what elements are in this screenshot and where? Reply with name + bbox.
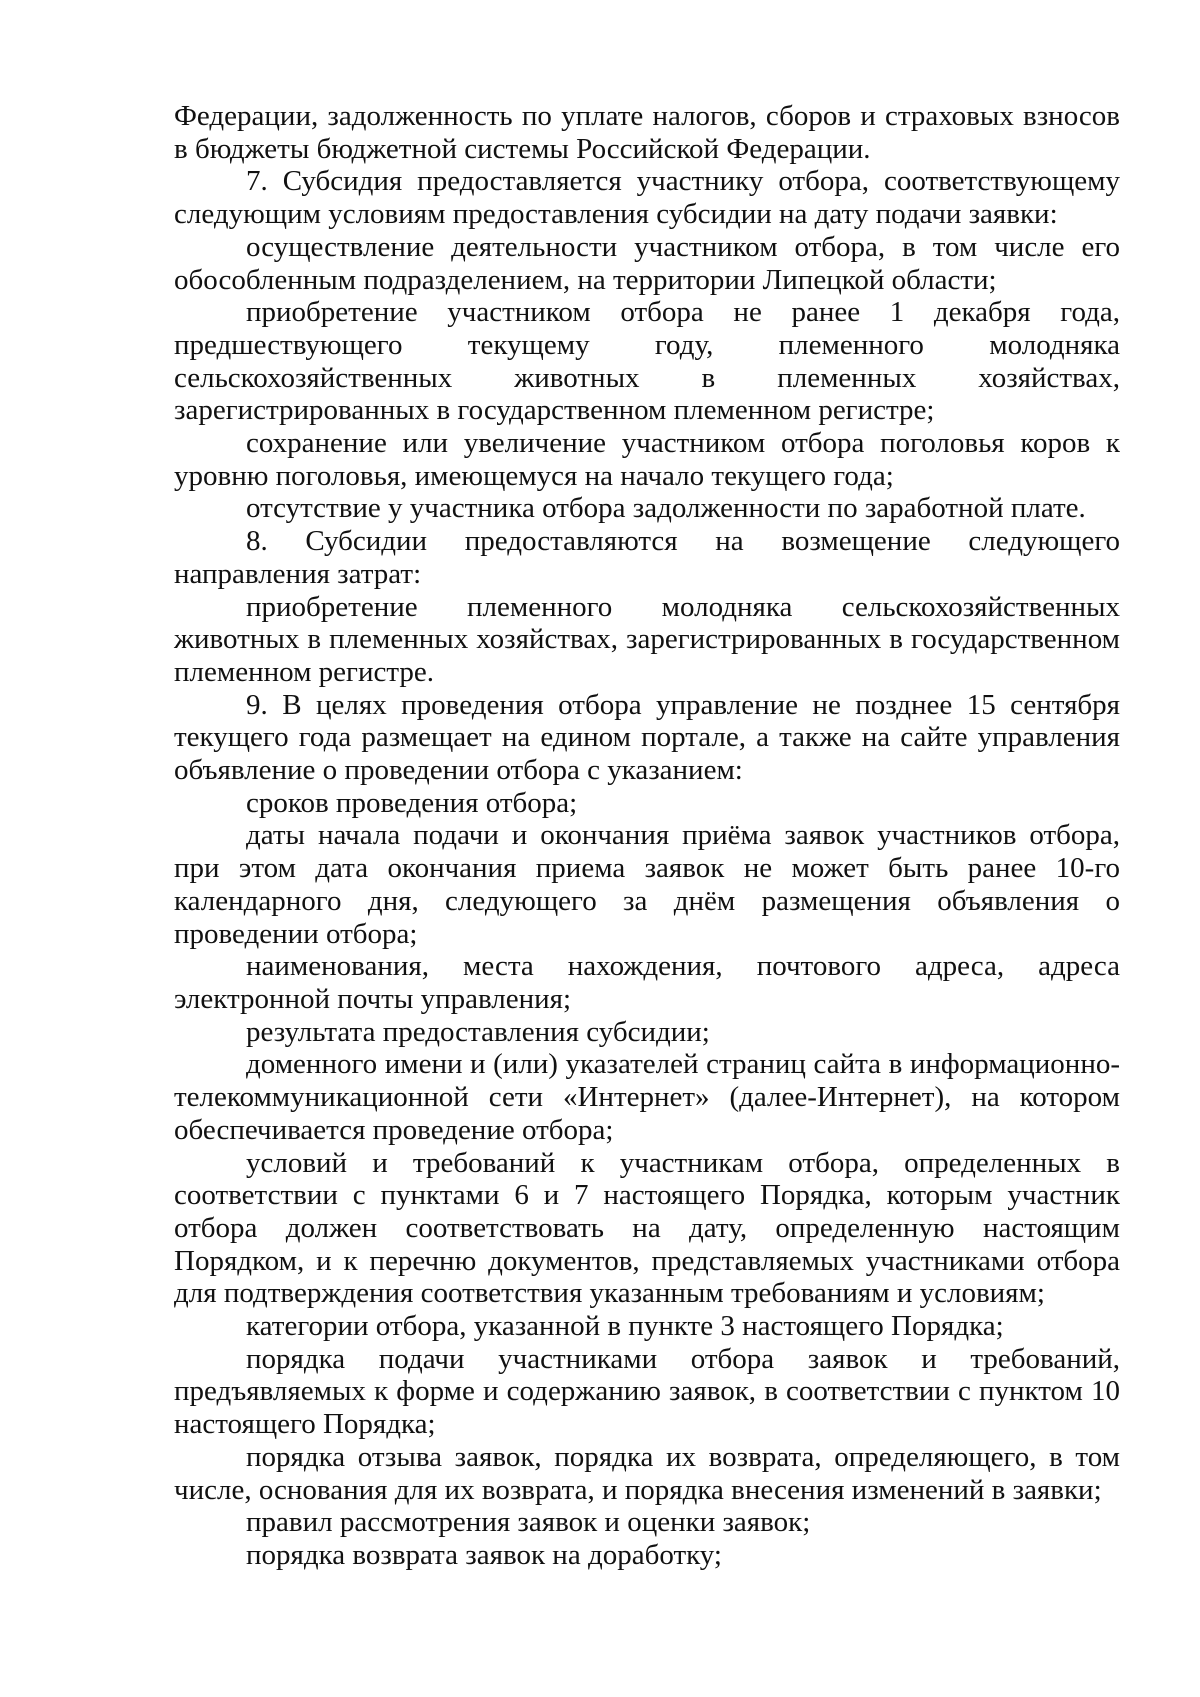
paragraph-submission-order: порядка подачи участниками отбора заявок и требований, предъявляемых к форме и содержанию заявок, в соответствии с пунктом 10 настоящего Порядка;: [174, 1342, 1120, 1441]
paragraph-domain-name: доменного имени и (или) указателей страниц сайта в информационно-телекоммуникационной сети «Интернет» (далее-Интернет), на котором обеспечивается проведение отбора;: [174, 1048, 1120, 1146]
paragraph-contact-details: наименования, места нахождения, почтового адреса, адреса электронной почты управления;: [174, 950, 1120, 1015]
paragraph-cost-direction: приобретение племенного молодняка сельскохозяйственных животных в племенных хозяйствах, зарегистрированных в государственном племенном регистре.: [174, 590, 1120, 688]
paragraph-subsidy-result: результата предоставления субсидии;: [246, 1015, 710, 1048]
paragraph-item-9: 9. В целях проведения отбора управление не позднее 15 сентября текущего года размещает на едином портале, а также на сайте управления объявление о проведении отбора с указанием:: [174, 688, 1120, 787]
paragraph-requirements: условий и требований к участникам отбора, определенных в соответствии с пунктами 6 и 7 настоящего Порядка, которым участник отбора должен соответствовать на дату, определенную настоящим Порядком, и к перечню документов, представляемых участниками отбора для подтверждения соответствия указанным требованиям и условиям;: [174, 1146, 1120, 1310]
paragraph-item-8: 8. Субсидии предоставляются на возмещение следующего направления затрат:: [174, 525, 1120, 590]
paragraph-condition-purchase: приобретение участником отбора не ранее 1 декабря года, предшествующего текущему году, племенного молодняка сельскохозяйственных животных в племенных хозяйствах, зарегистрированных в государственном племенном регистре;: [174, 296, 1120, 427]
paragraph-selection-terms: сроков проведения отбора;: [246, 786, 578, 819]
paragraph-continuation: Федерации, задолженность по уплате налогов, сборов и страховых взносов в бюджеты бюджетной системы Российской Федерации.: [174, 100, 1120, 165]
paragraph-condition-activity: осуществление деятельности участником отбора, в том числе его обособленным подразделением, на территории Липецкой области;: [174, 230, 1120, 296]
paragraph-return-for-revision: порядка возврата заявок на доработку;: [246, 1538, 722, 1571]
paragraph-application-dates: даты начала подачи и окончания приёма заявок участников отбора, при этом дата окончания приема заявок не может быть ранее 10-го календарного дня, следующего за днём размещения объявления о проведении отбора;: [174, 819, 1120, 950]
document-body: [174, 100, 1120, 1572]
paragraph-condition-livestock: сохранение или увеличение участником отбора поголовья коров к уровню поголовья, имеющемуся на начало текущего года;: [174, 427, 1120, 492]
paragraph-selection-category: категории отбора, указанной в пункте 3 настоящего Порядка;: [246, 1310, 1004, 1343]
paragraph-withdrawal-order: порядка отзыва заявок, порядка их возврата, определяющего, в том числе, основания для их возврата, и порядка внесения изменений в заявки;: [174, 1440, 1120, 1506]
paragraph-review-rules: правил рассмотрения заявок и оценки заявок;: [246, 1506, 811, 1539]
paragraph-condition-wages: отсутствие у участника отбора задолженности по заработной плате.: [246, 492, 1086, 525]
paragraph-item-7: 7. Субсидия предоставляется участнику отбора, соответствующему следующим условиям предоставления субсидии на дату подачи заявки:: [174, 165, 1120, 231]
